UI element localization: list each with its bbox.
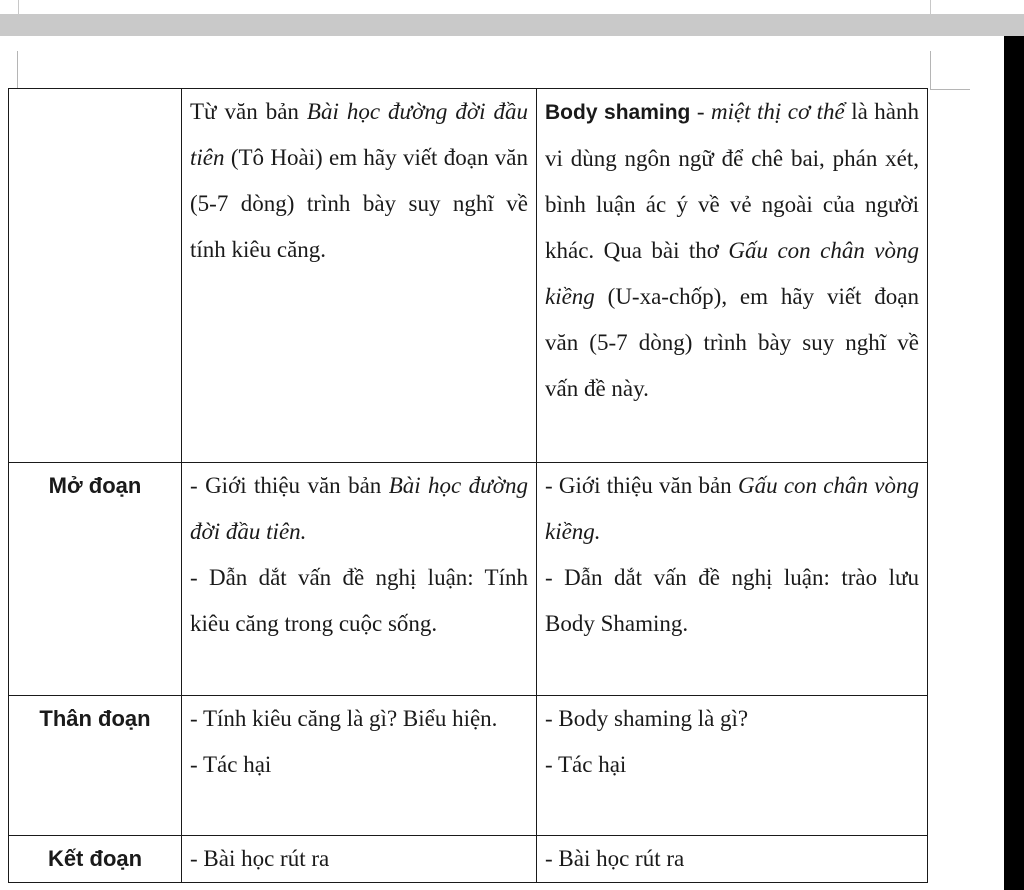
mo-doan-point-1: - Giới thiệu văn bản Bài học đường đời đầu tiên. — [190, 473, 529, 544]
margin-marker-right — [930, 0, 931, 14]
essay-outline-table — [8, 88, 928, 883]
table-row-than-doan — [9, 696, 928, 836]
mo-doan-cell-body-shaming — [537, 463, 928, 696]
prompt-body-shaming-text: Body shaming - miệt thị cơ thể là hành vi dùng ngôn ngữ để chê bai, phán xét, bình luận ác ý về vẻ ngoài của người khác. Qua bài thơ Gấu con chân vòng kiềng (U-xa-chốp), em hãy viết đoạn văn (5-7 dòng) trình bày suy nghĩ về vấn đề này. — [545, 99, 919, 401]
than-doan-point-1: - Tính kiêu căng là gì? Biểu hiện. — [190, 706, 498, 731]
prompt-cell-kieu-cang — [182, 89, 537, 463]
previous-page-bottom — [0, 0, 1024, 14]
text-boundary-corner-right-horizontal — [930, 89, 970, 90]
ket-doan-point: - Bài học rút ra — [545, 846, 685, 871]
margin-marker-left — [18, 0, 19, 14]
than-doan-point-2: - Tác hại — [190, 752, 272, 777]
table-row-mo-doan — [9, 463, 928, 696]
than-doan-cell-kieu-cang — [182, 696, 537, 836]
term-translation: miệt thị cơ thể — [710, 99, 845, 124]
row-label-than-doan: Thân đoạn — [9, 696, 182, 836]
mo-doan-point-2: - Dẫn dắt vấn đề nghị luận: trào lưu Body Shaming. — [545, 565, 919, 636]
ket-doan-cell-kieu-cang — [182, 836, 537, 883]
table-row-prompts — [9, 89, 928, 463]
work-title: Bài học đường đời đầu tiên — [190, 99, 528, 170]
ket-doan-point: - Bài học rút ra — [190, 846, 330, 871]
mo-doan-point-2: - Dẫn dắt vấn đề nghị luận: Tính kiêu căng trong cuộc sống. — [190, 565, 528, 636]
page-separator — [0, 14, 1024, 36]
ket-doan-cell-body-shaming — [537, 836, 928, 883]
than-doan-point-2: - Tác hại — [545, 752, 627, 777]
term-body-shaming: Body shaming — [545, 101, 691, 124]
mo-doan-cell-kieu-cang — [182, 463, 537, 696]
than-doan-point-1: - Body shaming là gì? — [545, 706, 749, 731]
prompt-cell-body-shaming — [537, 89, 928, 463]
mo-doan-point-1: - Giới thiệu văn bản Gấu con chân vòng kiềng. — [545, 473, 919, 544]
row-label-mo-doan: Mở đoạn — [9, 463, 182, 696]
row-label-ket-doan: Kết đoạn — [9, 836, 182, 883]
table-row-ket-doan — [9, 836, 928, 883]
than-doan-cell-body-shaming — [537, 696, 928, 836]
prompt-kieu-cang-text: Từ văn bản Bài học đường đời đầu tiên (Tô Hoài) em hãy viết đoạn văn (5-7 dòng) trình bày suy nghĩ về tính kiêu căng. — [190, 99, 528, 262]
work-title: Gấu con chân vòng kiềng — [545, 238, 919, 309]
row-label-empty — [9, 89, 182, 463]
text-boundary-corner-left — [17, 51, 18, 89]
text-boundary-corner-right — [930, 51, 931, 89]
window-edge-bar — [1004, 36, 1024, 890]
